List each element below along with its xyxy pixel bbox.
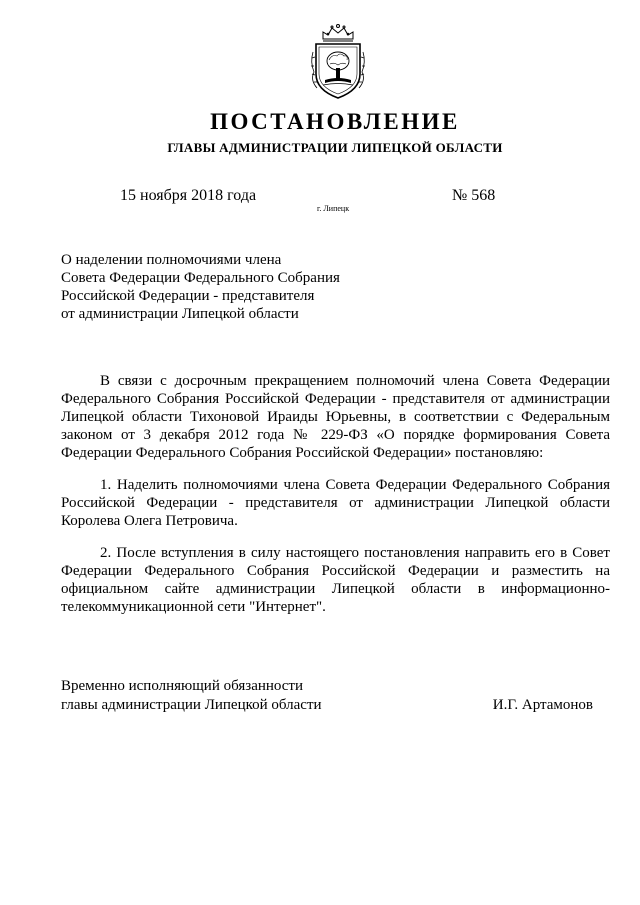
crown-icon (323, 25, 353, 42)
signatory-name: И.Г. Артамонов (492, 697, 593, 713)
subject-line: Совета Федерации Федерального Собрания (61, 270, 340, 286)
document-subject (61, 251, 441, 323)
body-paragraph-preamble: В связи с досрочным прекращением полномочий члена Совета Федерации Федерального Собрания Российской Федерации - представителя от администрации Липецкой области Тихоновой Ираиды Юрьевны, в соответствии с Федеральным законом от 3 декабря 2012 года № 229-ФЗ «О порядке формирования Совета Федерации Федерального Собрания Российской Федерации» постановляю: (61, 373, 610, 461)
oak-tree-icon (323, 52, 353, 85)
document-subtitle: ГЛАВЫ АДМИНИСТРАЦИИ ЛИПЕЦКОЙ ОБЛАСТИ (167, 140, 503, 155)
document-number: № 568 (452, 187, 496, 204)
subject-line: О наделении полномочиями члена (61, 252, 282, 268)
document-body (61, 372, 610, 630)
signature-block (61, 677, 610, 715)
signatory-position-line: Временно исполняющий обязанности (61, 678, 304, 694)
body-paragraph-item-1: 1. Наделить полномочиями члена Совета Федерации Федерального Собрания Российской Федерации - представителя от администрации Липецкой области Королева Олега Петровича. (61, 477, 610, 529)
document-date: 15 ноября 2018 года (120, 187, 257, 204)
document-place: г. Липецк (317, 204, 350, 213)
coat-of-arms-emblem (307, 22, 369, 102)
signatory-position-line: главы администрации Липецкой области (61, 697, 322, 713)
subject-line: от администрации Липецкой области (61, 306, 299, 322)
document-title: ПОСТАНОВЛЕНИЕ (210, 109, 460, 134)
body-paragraph-item-2: 2. После вступления в силу настоящего постановления направить его в Совет Федерации Федерального Собрания Российской Федерации и разместить на официальном сайте администрации Липецкой области в информационно-телекоммуникационной сети "Интернет". (61, 545, 610, 615)
subject-line: Российской Федерации - представителя (61, 288, 315, 304)
